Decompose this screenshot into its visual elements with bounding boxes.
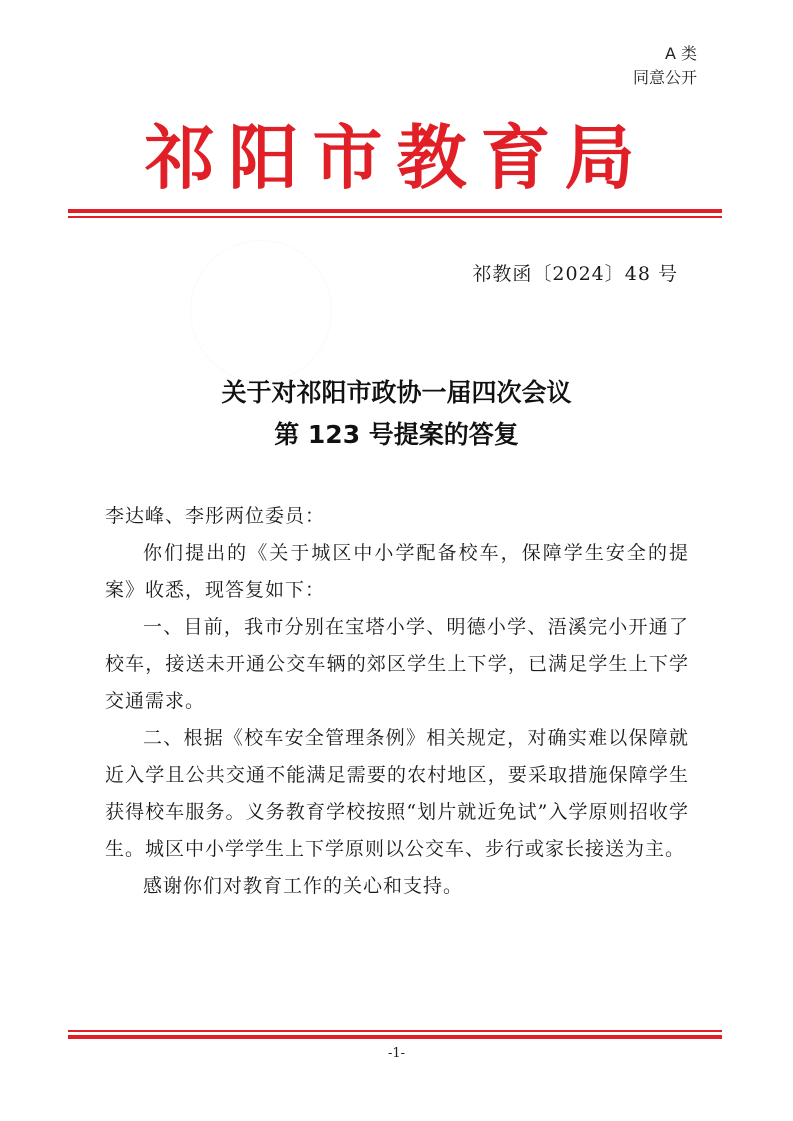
faint-seal-mark bbox=[190, 240, 332, 382]
paragraph: 一、目前，我市分别在宝塔小学、明德小学、浯溪完小开通了校车，接送未开通公交车辆的郊区学生上下学，已满足学生上下学交通需求。 bbox=[105, 616, 689, 712]
page-number: -1- bbox=[387, 1046, 406, 1061]
paragraph: 感谢你们对教育工作的关心和支持。 bbox=[143, 875, 464, 897]
title-line-2: 第 123 号提案的答复 bbox=[274, 420, 519, 449]
document-body bbox=[105, 498, 689, 905]
document-number: 祁教函〔2024〕48 号 bbox=[472, 263, 678, 285]
title-line-1: 关于对祁阳市政协一届四次会议 bbox=[221, 378, 572, 407]
document-title bbox=[0, 372, 793, 456]
classification-block bbox=[633, 42, 697, 90]
paragraph: 你们提出的《关于城区中小学配备校车，保障学生安全的提案》收悉，现答复如下： bbox=[105, 542, 689, 601]
category-label: A 类 bbox=[664, 44, 697, 63]
header-divider-thin bbox=[68, 216, 722, 218]
disclosure-label: 同意公开 bbox=[632, 68, 697, 87]
salutation: 李达峰、李彤两位委员： bbox=[105, 505, 326, 527]
agency-letterhead: 祁阳市教育局 bbox=[144, 116, 649, 199]
footer-divider-thick bbox=[68, 1035, 722, 1039]
header-divider-thick bbox=[68, 209, 722, 213]
footer-divider-thin bbox=[68, 1030, 722, 1032]
paragraph: 二、根据《校车安全管理条例》相关规定，对确实难以保障就近入学且公共交通不能满足需要的农村地区，要采取措施保障学生获得校车服务。义务教育学校按照“划片就近免试”入学原则招收学生。城区中小学学生上下学原则以公交车、步行或家长接送为主。 bbox=[105, 727, 689, 860]
